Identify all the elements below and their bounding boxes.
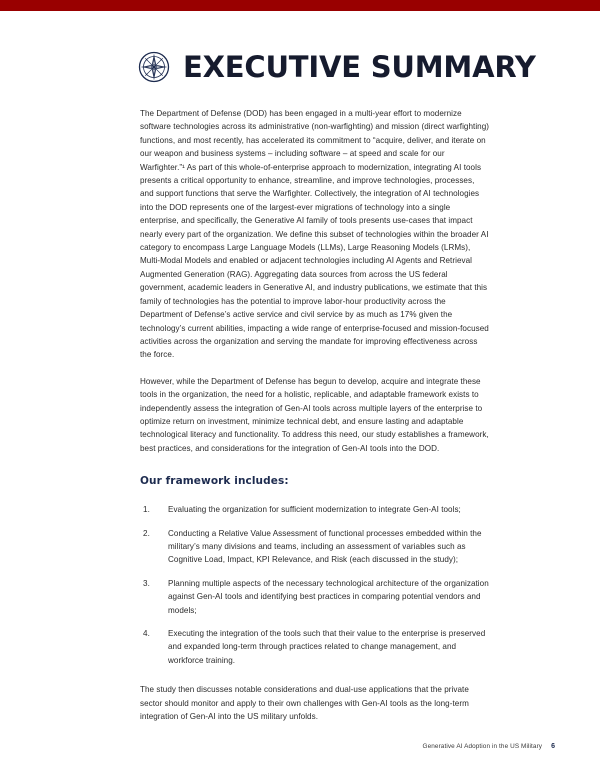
list-item: Executing the integration of the tools such that their value to the enterprise is preserved and expanded long-term through practices related to change management, and workforce training. (168, 629, 486, 665)
footer-document-title: Generative AI Adoption in the US Military (422, 743, 543, 750)
page-content (0, 11, 600, 776)
page-title: EXECUTIVE SUMMARY (183, 49, 536, 84)
list-item: Conducting a Relative Value Assessment of functional processes embedded within the military’s many divisions and teams, including an assessment of variables such as Cognitive Load, Impact, KPI Relevance, and Risk (each discussed in the study); (168, 528, 482, 565)
list-item: Planning multiple aspects of the necessary technological architecture of the organization against Gen-AI tools and identifying best practices in comparing potential vendors and models; (168, 578, 489, 615)
page-title-row (138, 49, 536, 84)
accent-top-bar (0, 0, 600, 11)
page-footer (0, 743, 600, 750)
compass-rose-icon (138, 51, 170, 83)
framework-list (140, 503, 490, 667)
framework-subheading: Our framework includes: (140, 475, 289, 488)
framework-need-paragraph: However, while the Department of Defense has begun to develop, acquire and integrate these tools in the organization, the need for a holistic, replicable, and adaptable framework exists to independently assess the integration of Gen-AI tools across multiple layers of the enterprise to optimize return on investment, minimize technical debt, and ensure lasting and adaptable technological literacy and functionality. To address this need, our study establishes a framework, best practices, and considerations for the integration of Gen-AI tools into the DOD. (140, 376, 489, 453)
footer-page-number: 6 (551, 743, 555, 750)
intro-paragraph: The Department of Defense (DOD) has been engaged in a multi-year effort to modernize software technologies across its administrative (non-warfighting) and mission (direct warfighting) functions, and most recently, has accelerated its commitment to “acquire, deliver, and iterate on our weapon and business systems – including software – at speed and scale for our Warfighter.”¹ As part of this whole-of-enterprise approach to modernization, integrating AI tools presents a critical opportunity to enhance, streamline, and improve technologies, processes, and support functions that serve the Warfighter. Collectively, the integration of AI technologies into the DOD represents one of the largest-ever migrations of technology into a single enterprise, and specifically, the Generative AI family of tools presents use-cases that impact nearly every part of the organization. We define this subset of technologies within the broader AI category to encompass Large Language Models (LLMs), Large Reasoning Models (LRMs), Multi-Modal Models and enabled or adjacent technologies including AI Agents and Retrieval Augmented Generation (RAG). Aggregating data sources from across the US federal government, academic leaders in Generative AI, and industry publications, we estimate that this family of technologies has the potential to improve labor-hour productivity across the Department of Defense’s active service and civil service by as much as 17% given the technology’s current abilities, impacting a wide range of enterprise-focused and mission-focused activities across the organization and serving the mandate for improving effectiveness across the force. (140, 109, 490, 360)
closing-paragraph: The study then discusses notable considerations and dual-use applications that the private sector should monitor and apply to their own challenges with Gen-AI tools as the long-term integration of Gen-AI into the US military unfolds. (140, 685, 469, 722)
list-item: Evaluating the organization for sufficient modernization to integrate Gen-AI tools; (168, 505, 461, 515)
